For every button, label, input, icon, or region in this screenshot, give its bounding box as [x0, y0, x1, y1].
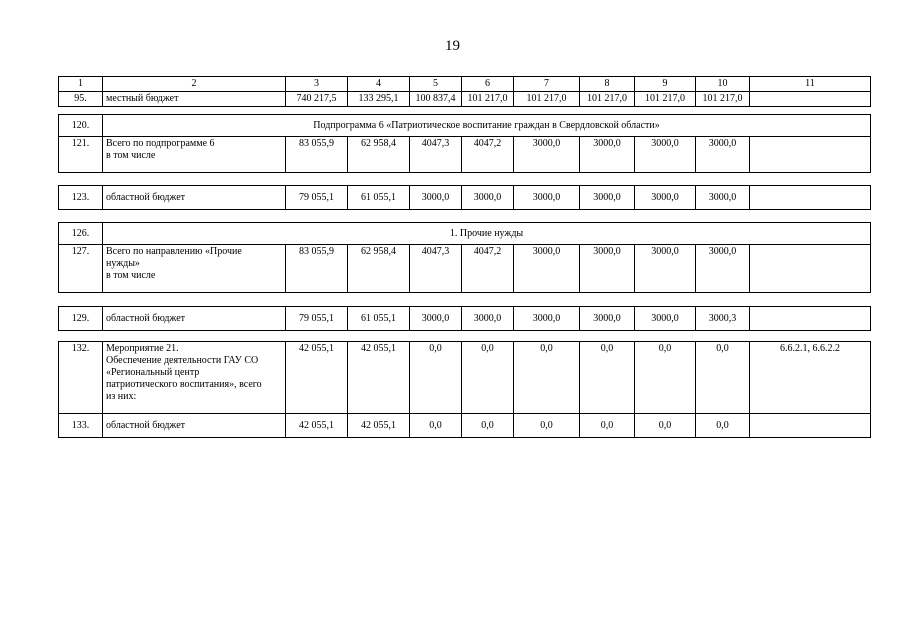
row-name-line: Обеспечение деятельности ГАУ СО	[106, 355, 259, 366]
section-title: Подпрограмма 6 «Патриотическое воспитание граждан в Свердловской области»	[103, 115, 871, 137]
value-cell: 100 837,4	[410, 92, 462, 107]
row-name-line: «Региональный центр	[106, 367, 200, 378]
row-name	[103, 245, 286, 293]
section-title-row	[59, 223, 871, 245]
value-cell: 0,0	[580, 342, 635, 414]
value-cell: 0,0	[696, 414, 750, 438]
target-cell	[750, 414, 871, 438]
header-cell: 11	[750, 77, 871, 92]
header-row	[59, 77, 871, 92]
section-title-row	[59, 115, 871, 137]
value-cell: 42 055,1	[348, 342, 410, 414]
row-number: 127.	[59, 245, 103, 293]
row-number: 95.	[59, 92, 103, 107]
value-cell: 62 958,4	[348, 137, 410, 173]
value-cell: 3000,0	[635, 307, 696, 331]
value-cell: 3000,0	[580, 186, 635, 210]
row-name-line: Всего по направлению «Прочие	[106, 246, 242, 257]
page-number: 19	[445, 38, 460, 54]
table-row	[59, 414, 871, 438]
value-cell: 3000,0	[580, 137, 635, 173]
table-row	[59, 342, 871, 414]
value-cell: 0,0	[635, 342, 696, 414]
row-name-line: в том числе	[106, 150, 156, 161]
header-cell: 3	[286, 77, 348, 92]
target-cell	[750, 307, 871, 331]
row-number: 133.	[59, 414, 103, 438]
value-cell: 3000,0	[462, 307, 514, 331]
value-cell: 3000,0	[580, 245, 635, 293]
value-cell: 4047,2	[462, 245, 514, 293]
table-subprogram-block	[58, 114, 871, 173]
value-cell: 133 295,1	[348, 92, 410, 107]
value-cell: 79 055,1	[286, 186, 348, 210]
table-row	[59, 186, 871, 210]
row-name-line: нужды»	[106, 258, 140, 269]
value-cell: 3000,0	[580, 307, 635, 331]
value-cell: 83 055,9	[286, 245, 348, 293]
value-cell: 3000,0	[635, 245, 696, 293]
value-cell: 3000,0	[635, 137, 696, 173]
value-cell: 4047,3	[410, 245, 462, 293]
section-title: 1. Прочие нужды	[103, 223, 871, 245]
value-cell: 62 958,4	[348, 245, 410, 293]
target-cell: 6.6.2.1, 6.6.2.2	[750, 342, 871, 414]
row-name: областной бюджет	[103, 307, 286, 331]
row-number: 121.	[59, 137, 103, 173]
value-cell: 4047,3	[410, 137, 462, 173]
row-name-line: из них:	[106, 391, 137, 402]
value-cell: 101 217,0	[635, 92, 696, 107]
row-name-line: Мероприятие 21.	[106, 343, 179, 354]
target-cell	[750, 137, 871, 173]
table-header-block	[58, 76, 871, 107]
value-cell: 101 217,0	[514, 92, 580, 107]
row-name-line: Всего по подпрограмме 6	[106, 138, 215, 149]
table-row	[59, 307, 871, 331]
value-cell: 4047,2	[462, 137, 514, 173]
value-cell: 0,0	[410, 342, 462, 414]
row-name	[103, 342, 286, 414]
row-name: местный бюджет	[103, 92, 286, 107]
value-cell: 3000,0	[410, 186, 462, 210]
value-cell: 3000,0	[514, 245, 580, 293]
value-cell: 3000,0	[410, 307, 462, 331]
header-cell: 5	[410, 77, 462, 92]
row-number: 132.	[59, 342, 103, 414]
value-cell: 3000,0	[696, 245, 750, 293]
row-number: 120.	[59, 115, 103, 137]
value-cell: 0,0	[580, 414, 635, 438]
value-cell: 3000,0	[514, 307, 580, 331]
header-cell: 2	[103, 77, 286, 92]
value-cell: 83 055,9	[286, 137, 348, 173]
header-cell: 10	[696, 77, 750, 92]
table-event-block	[58, 341, 871, 438]
value-cell: 101 217,0	[696, 92, 750, 107]
target-cell	[750, 186, 871, 210]
target-cell	[750, 92, 871, 107]
row-number: 123.	[59, 186, 103, 210]
value-cell: 61 055,1	[348, 186, 410, 210]
value-cell: 3000,0	[462, 186, 514, 210]
value-cell: 101 217,0	[462, 92, 514, 107]
value-cell: 101 217,0	[580, 92, 635, 107]
value-cell: 42 055,1	[348, 414, 410, 438]
value-cell: 3000,0	[696, 186, 750, 210]
table-row	[59, 92, 871, 107]
table-other-needs-block	[58, 222, 871, 293]
header-cell: 9	[635, 77, 696, 92]
row-name: областной бюджет	[103, 186, 286, 210]
value-cell: 0,0	[462, 342, 514, 414]
header-cell: 1	[59, 77, 103, 92]
table-row	[59, 245, 871, 293]
value-cell: 740 217,5	[286, 92, 348, 107]
header-cell: 4	[348, 77, 410, 92]
value-cell: 42 055,1	[286, 414, 348, 438]
value-cell: 3000,3	[696, 307, 750, 331]
row-name	[103, 137, 286, 173]
value-cell: 3000,0	[514, 186, 580, 210]
value-cell: 42 055,1	[286, 342, 348, 414]
value-cell: 0,0	[514, 342, 580, 414]
target-cell	[750, 245, 871, 293]
header-cell: 7	[514, 77, 580, 92]
value-cell: 79 055,1	[286, 307, 348, 331]
row-name-line: в том числе	[106, 270, 156, 281]
value-cell: 61 055,1	[348, 307, 410, 331]
table-budget-block	[58, 185, 871, 210]
value-cell: 0,0	[462, 414, 514, 438]
header-cell: 6	[462, 77, 514, 92]
row-name: областной бюджет	[103, 414, 286, 438]
value-cell: 3000,0	[514, 137, 580, 173]
row-name-line: патриотического воспитания», всего	[106, 379, 262, 390]
value-cell: 0,0	[635, 414, 696, 438]
row-number: 126.	[59, 223, 103, 245]
header-cell: 8	[580, 77, 635, 92]
row-number: 129.	[59, 307, 103, 331]
value-cell: 0,0	[696, 342, 750, 414]
table-row	[59, 137, 871, 173]
table-budget-block	[58, 306, 871, 331]
value-cell: 0,0	[410, 414, 462, 438]
value-cell: 0,0	[514, 414, 580, 438]
value-cell: 3000,0	[696, 137, 750, 173]
value-cell: 3000,0	[635, 186, 696, 210]
